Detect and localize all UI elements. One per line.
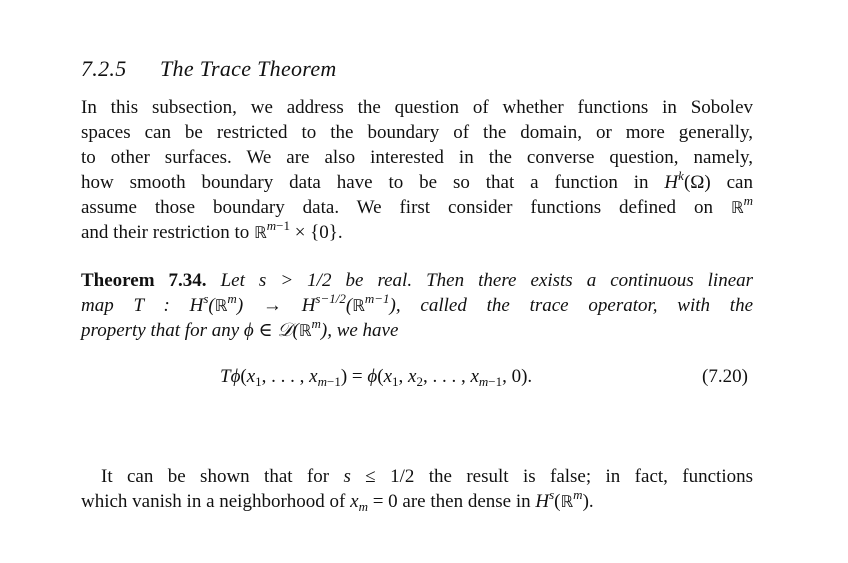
closing-line-2-a: which vanish in a neighborhood of bbox=[81, 491, 346, 512]
intro-line-4-end: can bbox=[726, 172, 753, 193]
math-rm: ℝ$^m$ bbox=[730, 193, 754, 217]
theorem-line-2-a: map bbox=[81, 295, 114, 316]
closing-line-1-a: It can be shown that for bbox=[101, 466, 330, 487]
math-trace-map: T : $H^s(ℝ^m)$ → $H^{s-1/2}(ℝ^{m-1})$ bbox=[133, 291, 396, 316]
math-s-gt-half: s > 1/2 bbox=[258, 270, 332, 291]
theorem-line-1-b: be real. Then there exists a continuous linear bbox=[345, 270, 754, 291]
equation-7-20: $T\phi(x_1$, . . . , $x_{m-1}) = \phi(x_1$, $x_2$, . . . , $x_{m-1}$, 0). bbox=[220, 366, 533, 389]
intro-line-2: spaces can be restricted to the boundary of the domain, or more generally, bbox=[81, 122, 753, 143]
math-hk-omega: $H^k(\Omega)$ bbox=[664, 168, 711, 193]
closing-line-2-b: are then dense in bbox=[402, 491, 531, 512]
intro-line-5 bbox=[81, 195, 753, 220]
intro-line-5-text: assume those boundary data. We first consider functions defined on bbox=[81, 197, 713, 218]
math-hs-rm: $H^s(ℝ^m)$. bbox=[535, 487, 594, 512]
math-s-le-half: s ≤ 1/2 bbox=[343, 466, 415, 487]
theorem-line-3 bbox=[81, 318, 753, 343]
intro-line-4 bbox=[81, 170, 753, 195]
intro-line-4-text: how smooth boundary data have to be so that a function in bbox=[81, 172, 649, 193]
math-xm-eq-zero: $x_m = 0$ bbox=[350, 491, 398, 514]
math-phi-in-d: ϕ ∈ 𝒟(ℝ$^m$) bbox=[243, 316, 328, 341]
theorem-line-3-a: property that for any bbox=[81, 320, 240, 341]
intro-line-3: to other surfaces. We are also interested in the converse question, namely, bbox=[81, 147, 753, 168]
math-rm1-times-zero: ℝ$^{m-1}$ × {0}. bbox=[254, 218, 343, 243]
theorem-label: Theorem 7.34. bbox=[81, 270, 207, 291]
intro-line-6 bbox=[81, 220, 753, 245]
equation-number: (7.20) bbox=[702, 366, 748, 387]
theorem-line-3-b: , we have bbox=[327, 320, 399, 341]
closing-line-1-b: the result is false; in fact, functions bbox=[428, 466, 753, 487]
section-heading bbox=[81, 56, 337, 82]
theorem-line-1-a: Let bbox=[220, 270, 245, 291]
intro-line-1: In this subsection, we address the question of whether functions in Sobolev bbox=[81, 97, 753, 118]
section-number: 7.2.5 bbox=[81, 56, 127, 81]
section-title: The Trace Theorem bbox=[160, 56, 337, 81]
theorem-line-2-b: , called the trace operator, with the bbox=[395, 295, 754, 316]
intro-line-6-text: and their restriction to bbox=[81, 222, 250, 243]
closing-line-1 bbox=[101, 464, 753, 489]
theorem-line-1 bbox=[81, 268, 753, 293]
closing-line-2 bbox=[81, 489, 753, 514]
theorem-line-2 bbox=[81, 293, 753, 318]
